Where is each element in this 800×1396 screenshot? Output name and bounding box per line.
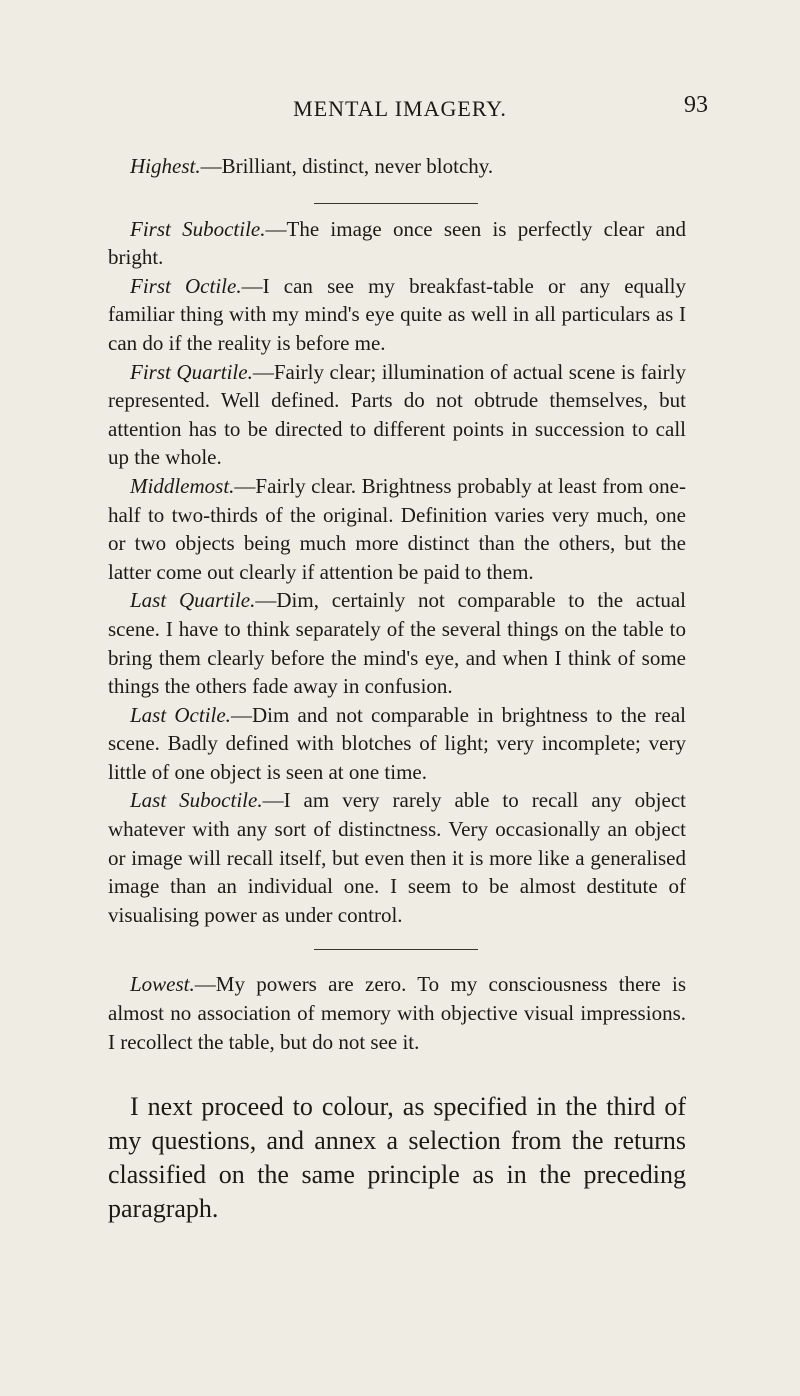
entry-text: —I can see my breakfast-table or any equally familiar thing with my mind's eye quite as well in all particulars as I can do if the reality is before me. bbox=[108, 273, 687, 355]
entry-first-suboctile bbox=[108, 215, 686, 272]
entry-text: —Fairly clear; illumination of actual scene is fairly represented. Well defined. Parts do not obtrude themselves, but attention has to be directed to different points in succession to call up the whole. bbox=[108, 359, 686, 470]
entry-last-quartile bbox=[108, 586, 686, 700]
entry-text: —Fairly clear. Brightness probably at least from one-half to two-thirds of the original. Definition varies very much, one or two objects being much more distinct than the others, but the latter come out clearly if attention be paid to them. bbox=[108, 473, 686, 584]
entry-text: —I am very rarely able to recall any object whatever with any sort of distinctness. Very occasionally an object or image will recall itself, but even then it is more like a generalised image than an individual one. I seem to be almost destitute of visualising power as under control. bbox=[108, 788, 686, 927]
entry-label: Highest. bbox=[130, 154, 201, 178]
entry-text: —Dim, certainly not comparable to the actual scene. I have to think separately of the several things on the table to bring them clearly before the mind's eye, and when I think of some things the others fade away in confusion. bbox=[108, 588, 686, 699]
entry-label: First Octile. bbox=[130, 273, 242, 298]
entry-first-quartile bbox=[108, 358, 686, 472]
entry-first-octile bbox=[108, 272, 686, 358]
page-number: 93 bbox=[684, 92, 708, 118]
entry-middlemost bbox=[108, 472, 686, 586]
entry-text: —Dim and not comparable in brightness to the real scene. Badly defined with blotches of light; very incomplete; very little of one object is seen at one time. bbox=[108, 702, 686, 784]
running-head bbox=[0, 92, 800, 126]
entry-label: Last Quartile. bbox=[130, 588, 256, 613]
entry-label: Last Suboctile. bbox=[130, 788, 263, 813]
body-text bbox=[108, 152, 686, 1226]
entry-label: Middlemost. bbox=[130, 473, 235, 498]
entry-text: —Brilliant, distinct, never blotchy. bbox=[200, 154, 494, 178]
entry-text: —The image once seen is perfectly clear and bright. bbox=[108, 216, 686, 270]
entry-last-suboctile bbox=[108, 786, 686, 929]
entry-last-octile bbox=[108, 701, 686, 787]
divider-rule bbox=[314, 949, 478, 950]
divider-rule bbox=[314, 203, 478, 204]
closing-paragraph: I next proceed to colour, as specified in the third of my questions, and annex a selection from the returns classified on the same principle as in the preceding paragraph. bbox=[108, 1092, 686, 1224]
page-title: MENTAL IMAGERY. bbox=[293, 96, 507, 121]
entry-lowest bbox=[108, 970, 686, 1056]
entry-label: Lowest. bbox=[130, 972, 195, 997]
entry-label: First Quartile. bbox=[130, 359, 253, 384]
entry-text: —My powers are zero. To my consciousness there is almost no association of memory with objective visual impressions. I recollect the table, but do not see it. bbox=[108, 972, 686, 1054]
entry-label: Last Octile. bbox=[130, 702, 231, 727]
entry-highest bbox=[108, 152, 686, 181]
entry-label: First Suboctile. bbox=[130, 216, 266, 241]
